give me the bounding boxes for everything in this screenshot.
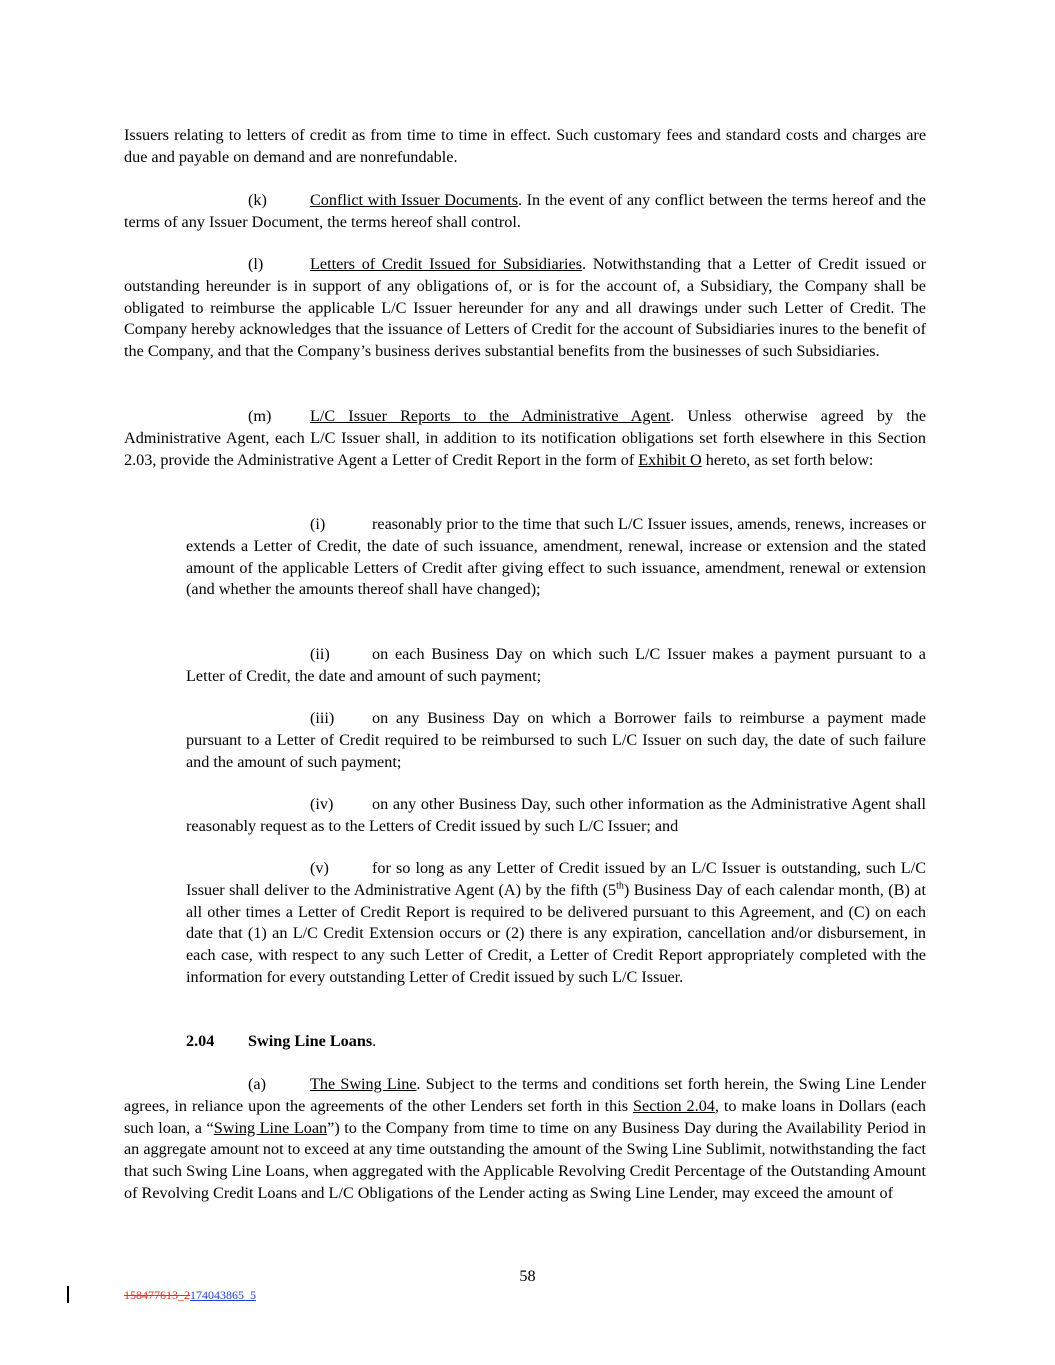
subparagraph-iv: (iv) on any other Business Day, such other information as the Administrative Agent shall reasonably request as to the Letters of Credit issued by such L/C Issuer; and bbox=[186, 795, 926, 835]
subparagraph-i: (i) reasonably prior to the time that such L/C Issuer issues, amends, renews, increases or extends a Letter of Credit, the date of such issuance, amendment, renewal, increase or extension and the stated amount of the applicable Letters of Credit after giving effect to such issuance, amendment, renewal or extension (and whether the amounts thereof shall have changed); bbox=[186, 515, 926, 599]
change-bar bbox=[67, 1286, 69, 1303]
paragraph-k: (k) Conflict with Issuer Documents. In the event of any conflict between the terms hereof and the terms of any Issuer Document, the terms hereof shall control. bbox=[124, 191, 926, 231]
subparagraph-v: (v) for so long as any Letter of Credit issued by an L/C Issuer is outstanding, such L/C Issuer shall deliver to the Administrative Agent (A) by the fifth (5th) Business Day of each calendar month, (B) at all other times a Letter of Credit Report is required to be delivered pursuant to this Agreement, and (C) on each date that (1) an L/C Credit Extension occurs or (2) there is any expiration, cancellation and/or disbursement, in each case, with respect to any such Letter of Credit, a Letter of Credit Report appropriately completed with the information for every outstanding Letter of Credit issued by such L/C Issuer. bbox=[186, 859, 926, 986]
paragraph-m: (m) L/C Issuer Reports to the Administrative Agent. Unless otherwise agreed by the Administrative Agent, each L/C Issuer shall, in addition to its notification obligations set forth elsewhere in this Section 2.03, provide the Administrative Agent a Letter of Credit Report in the form of Exhibit O hereto, as set forth below: bbox=[124, 407, 926, 469]
subparagraph-ii: (ii) on each Business Day on which such L/C Issuer makes a payment pursuant to a Letter of Credit, the date and amount of such payment; bbox=[186, 645, 926, 685]
page-number: 58 bbox=[519, 1267, 536, 1285]
paragraph-k-label: (k) bbox=[248, 191, 267, 209]
exhibit-o-reference: Exhibit O bbox=[638, 450, 702, 469]
subparagraph-v-label: (v) bbox=[310, 859, 329, 877]
paragraph-a-title: The Swing Line bbox=[310, 1075, 417, 1093]
paragraph-m-title: L/C Issuer Reports to the Administrative Agent bbox=[310, 407, 671, 425]
paragraph-l-title: Letters of Credit Issued for Subsidiaries bbox=[310, 255, 583, 273]
paragraph-l-label: (l) bbox=[248, 255, 264, 273]
section-number: 2.04 bbox=[186, 1032, 215, 1050]
subparagraph-iv-label: (iv) bbox=[310, 795, 334, 813]
paragraph-a-label: (a) bbox=[248, 1075, 266, 1093]
paragraph-k-title: Conflict with Issuer Documents bbox=[310, 191, 519, 209]
inserted-document-id: 174043865_5 bbox=[190, 1288, 256, 1302]
subparagraph-ii-label: (ii) bbox=[310, 645, 330, 663]
paragraph-a: (a) The Swing Line. Subject to the terms and conditions set forth herein, the Swing Line Lender agrees, in reliance upon the agreements of the other Lenders set forth in this Section 2.04, to make loans in Dollars (each such loan, a “Swing Line Loan”) to the Company from time to time on any Business Day during the Availability Period in an aggregate amount not to exceed at any time outstanding the amount of the Swing Line Sublimit, notwithstanding the fact that such Swing Line Loans, when aggregated with the Applicable Revolving Credit Percentage of the Outstanding Amount of Revolving Credit Loans and L/C Obligations of the Lender acting as Swing Line Lender, may exceed the amount of bbox=[124, 1075, 927, 1202]
subparagraph-iii-label: (iii) bbox=[310, 709, 335, 727]
section-title: Swing Line Loans bbox=[248, 1032, 373, 1050]
subparagraph-iii: (iii) on any Business Day on which a Borrower fails to reimburse a payment made pursuant to a Letter of Credit required to be reimbursed to such L/C Issuer on such day, the date of such failure and the amount of such payment; bbox=[186, 709, 926, 771]
section-2-04-heading: 2.04 Swing Line Loans. bbox=[186, 1031, 376, 1053]
intro-paragraph: Issuers relating to letters of credit as from time to time in effect. Such customary fees and standard costs and charges are due and payable on demand and are nonrefundable. bbox=[124, 126, 926, 166]
document-id-footer bbox=[124, 1288, 256, 1302]
paragraph-m-label: (m) bbox=[248, 407, 272, 425]
deleted-document-id: 158477613_2 bbox=[124, 1288, 190, 1302]
section-2-04-reference: Section 2.04 bbox=[633, 1096, 715, 1115]
swing-line-loan-term: Swing Line Loan bbox=[213, 1118, 328, 1137]
subparagraph-i-label: (i) bbox=[310, 515, 326, 533]
paragraph-l: (l) Letters of Credit Issued for Subsidiaries. Notwithstanding that a Letter of Credit issued or outstanding hereunder is in support of any obligations of, or is for the account of, a Subsidiary, the Company shall be obligated to reimburse the applicable L/C Issuer hereunder for any and all drawings under such Letter of Credit. The Company hereby acknowledges that the issuance of Letters of Credit for the account of Subsidiaries inures to the benefit of the Company, and that the Company’s business derives substantial benefits from the businesses of such Subsidiaries. bbox=[124, 255, 927, 361]
